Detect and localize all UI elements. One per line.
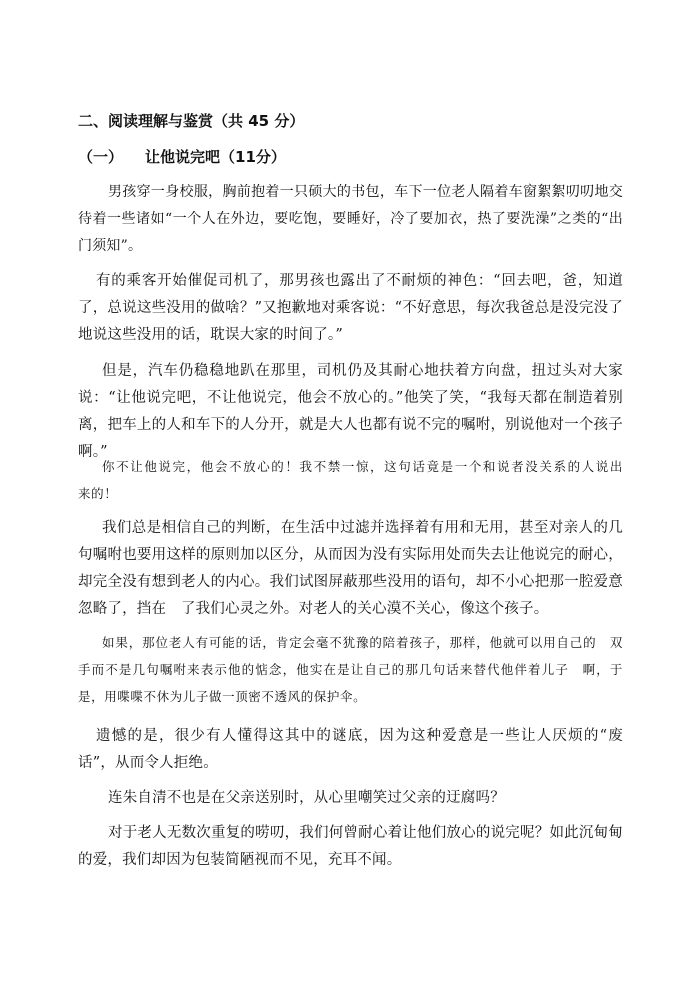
paragraph-3: 但是，汽车仍稳稳地趴在那里，司机仍及其耐心地扶着方向盘，扭过头对大家说：“让他说完吧，不让他说完，他会不放心的。”他笑了笑，“我每天都在制造着别离，把车上的人和车下的人分开，就是大人也都有说不完的嘱咐，别说他对一个孩子啊。” <box>78 363 623 460</box>
paragraph-6: 如果，那位老人有可能的话，肯定会毫不犹豫的陪着孩子，那样，他就可以用自己的 双手而不是几句嘱咐来表示他的惦念，他实在是让自己的那几句话来替代他伴着儿子 啊，于是，用喋喋不休为儿子做一顶密不透风的保护伞。 <box>78 635 623 704</box>
section-title: 二、阅读理解与鉴赏（共 45 分） <box>78 112 305 130</box>
paragraph-2: 有的乘客开始催促司机了，那男孩也露出了不耐烦的神色：“回去吧，爸，知道了，总说这些没用的做啥？”又抱歉地对乘客说：“不好意思，每次我爸总是没完没了地说这些没用的话，耽误大家的时间了。” <box>78 273 623 343</box>
paragraph-4: 你不让他说完，他会不放心的！我不禁一惊，这句话竟是一个和说者没关系的人说出 来的！ <box>78 459 650 501</box>
subsection-number: （一） <box>78 148 124 166</box>
paragraph-1: 男孩穿一身校服，胸前抱着一只硕大的书包，车下一位老人隔着车窗絮絮叨叨地交待着一些诸如“一个人在外边，要吃饱，要睡好，冷了要加衣，热了要洗澡”之类的“出 门须知”。 <box>78 184 638 254</box>
subsection-title: 让他说完吧（11分） <box>145 148 286 166</box>
paragraph-8: 连朱自清不也是在父亲送别时，从心里嘲笑过父亲的迂腐吗？ <box>108 790 505 806</box>
paragraph-9: 对于老人无数次重复的唠叨，我们何曾耐心着让他们放心的说完呢？如此沉甸甸的爱，我们却因为包装简陋视而不见，充耳不闻。 <box>78 825 623 868</box>
subsection-heading <box>78 146 286 167</box>
paragraph-7: 遗憾的是，很少有人懂得这其中的谜底，因为这种爱意是一些让人厌烦的“废话”，从而令人拒绝。 <box>78 728 623 771</box>
paragraph-5: 我们总是相信自己的判断，在生活中过滤并选择着有用和无用，甚至对亲人的几句嘱咐也要用这样的原则加以区分，从而因为没有实际用处而失去让他说完的耐心，却完全没有想到老人的内心。我们试图屏蔽那些没用的语句，却不小心把那一腔爱意忽略了，挡在 了我们心灵之外。对老人的关心漠不关心，像这个孩子。 <box>78 520 623 617</box>
